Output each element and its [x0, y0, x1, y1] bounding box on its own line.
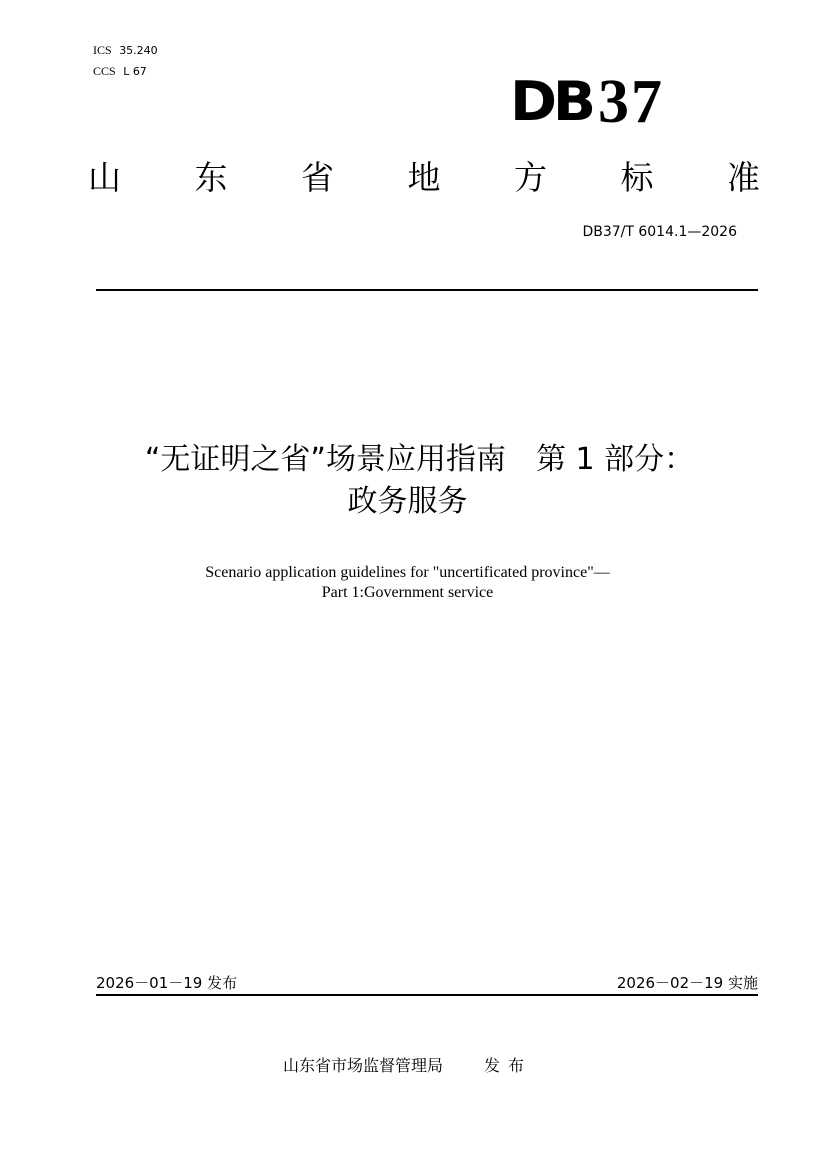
standard-type-char: 准: [727, 158, 760, 197]
logo-number: 37: [597, 68, 664, 136]
standard-type-char: 山: [88, 158, 121, 197]
issuer-action: 发布: [484, 1056, 533, 1075]
publish-date: 2026－01－19 发布: [96, 974, 238, 992]
ccs-label: CCS: [93, 64, 116, 78]
chinese-title-line1: “无证明之省”场景应用指南 第 1 部分：: [144, 442, 695, 477]
ccs-code: [93, 61, 158, 82]
english-title-line2: Part 1:Government service: [321, 584, 494, 601]
top-divider: [96, 289, 758, 291]
standard-type-char: 标: [620, 158, 654, 197]
implement-date: 2026－02－19 实施: [616, 974, 758, 992]
issuer-org: 山东省市场监督管理局: [282, 1056, 443, 1075]
logo-prefix: DB: [510, 70, 592, 133]
ics-code: [93, 40, 158, 61]
db37-logo: [510, 68, 664, 136]
standard-type-char: 方: [514, 158, 547, 197]
issuer-line: [0, 1053, 815, 1076]
english-title: [0, 563, 815, 603]
standard-type-char: 东: [194, 158, 228, 197]
ics-label: ICS: [93, 43, 112, 57]
english-title-line1: Scenario application guidelines for "uncertificated province"—: [205, 564, 610, 581]
bottom-divider: [96, 994, 758, 996]
standard-type-heading: [88, 156, 760, 200]
chinese-title-line2: 政务服务: [347, 484, 468, 519]
standard-type-char: 省: [301, 158, 334, 197]
classification-codes: [93, 40, 158, 82]
standard-number: DB37/T 6014.1—2026: [582, 224, 737, 240]
chinese-title: [0, 440, 815, 522]
ics-value: 35.240: [119, 44, 158, 57]
ccs-value: L 67: [123, 65, 147, 78]
standard-type-char: 地: [407, 158, 441, 197]
